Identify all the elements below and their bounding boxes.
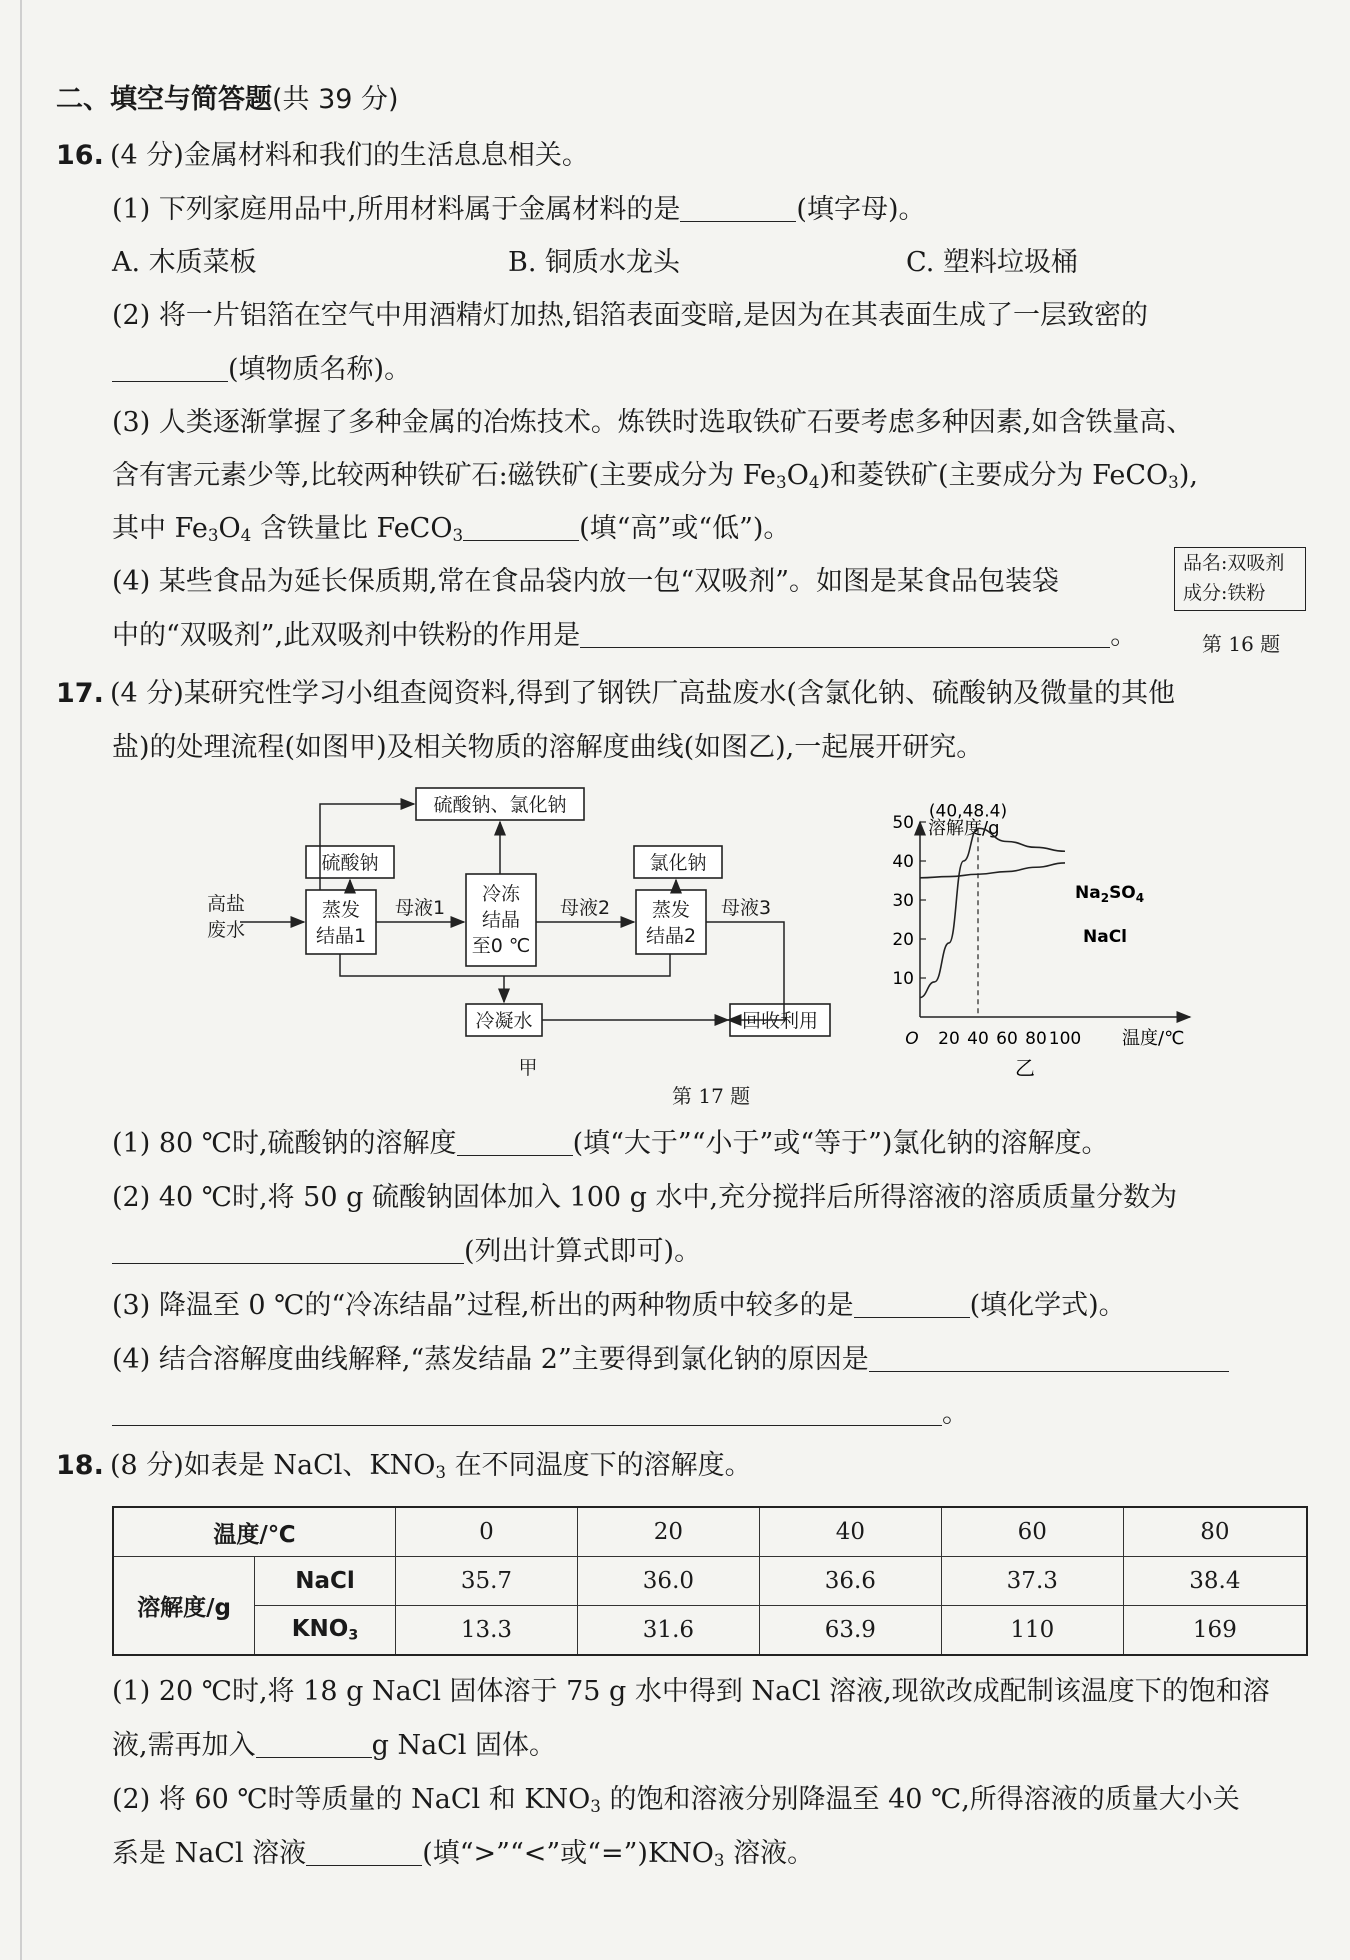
flow-freeze-label: 结晶 [481,909,521,931]
q16-part1 [112,194,926,226]
x-tick-label: O [905,1029,919,1049]
question-17-intro: (4 分)某研究性学习小组查阅资料,得到了钢铁厂高盐废水(含氯化钠、硫酸钠及微量的其他 [110,678,1175,709]
answer-blank[interactable] [680,194,796,222]
flow-evap1-label: 结晶1 [315,925,367,947]
answer-blank[interactable] [112,354,228,382]
q16-part1-tail: (填字母)。 [796,194,926,225]
subscript: 3 [207,525,219,546]
table-row-label: NaCl [255,1557,396,1606]
table-cell: 37.3 [941,1557,1123,1606]
text: (2) 将 60 ℃时等质量的 NaCl 和 KNO [112,1784,591,1815]
flow-recycle-label: 回收利用 [741,1010,819,1032]
table-cell: 63.9 [759,1606,941,1656]
subscript: 3 [776,472,787,493]
q18-part1: (1) 20 ℃时,将 18 g NaCl 固体溶于 75 g 水中得到 NaCl 溶液,现欲改成配制该温度下的饱和溶 [112,1676,1270,1707]
q16-option-c: C. 塑料垃圾桶 [906,247,1078,278]
x-axis-label: 温度/℃ [1122,1028,1185,1049]
section-score: (共 39 分) [272,84,399,115]
table-cell: 20 [577,1507,759,1557]
table-header-row [113,1507,1307,1557]
q18-part1-cont [112,1730,556,1762]
q16-part3-cont [112,460,1198,492]
table-cell: 0 [396,1507,578,1557]
q17-part4 [112,1344,1229,1376]
text: (列出计算式即可)。 [464,1236,702,1267]
series-label-na2so4: $Na_2SO_4$ [1075,883,1145,905]
flow-evap1-label: 蒸发 [321,899,361,921]
y-tick-label: 10 [892,969,914,989]
x-tick-label: 40 [967,1029,989,1049]
section-title: 二、填空与简答题 [56,84,272,115]
y-tick-label: 40 [892,852,914,872]
flow-evap2-label: 蒸发 [651,899,691,921]
text: 。 [1110,620,1138,651]
q17-part2-cont [112,1236,701,1268]
text: (填“>”“<”或“=”)KNO [422,1838,714,1869]
solubility-chart [890,801,1210,1080]
subscript: 3 [452,525,464,546]
table-header-solubility: 溶解度/g [113,1557,255,1656]
q16-part2-tail: (填物质名称)。 [228,354,412,385]
subscript: 3 [348,1627,359,1644]
x-tick-label: 100 [1048,1029,1082,1049]
table-row [113,1606,1307,1656]
text: ), [1178,460,1198,491]
label-line: 品名:双吸剂 [1183,552,1285,574]
text: 其中 Fe [112,513,208,544]
table-cell: 36.6 [759,1557,941,1606]
answer-blank[interactable] [306,1838,422,1866]
text: 含有害元素少等,比较两种铁矿石:磁铁矿(主要成分为 Fe [112,460,777,491]
table-cell: 35.7 [396,1557,578,1606]
peak-annotation: (40,48.4) [928,801,1008,822]
answer-blank[interactable] [112,1398,942,1426]
figure-caption-16: 第 16 题 [1202,632,1281,656]
table-cell: 31.6 [577,1606,759,1656]
text: (8 分)如表是 NaCl、KNO [110,1450,436,1481]
text: 中的“双吸剂”,此双吸剂中铁粉的作用是 [112,620,581,651]
table-cell: 38.4 [1123,1557,1307,1606]
q17-part2: (2) 40 ℃时,将 50 g 硫酸钠固体加入 100 g 水中,充分搅拌后所得溶液的溶质质量分数为 [112,1182,1178,1213]
flow-top-box-label: 硫酸钠、氯化钠 [433,794,567,816]
y-axis-label: 溶解度/g [928,818,1000,839]
question-18-number: 18. [56,1450,104,1481]
subscript: 3 [590,1796,601,1817]
q17-part3 [112,1290,1126,1322]
flow-mother1-label: 母液1 [394,897,446,919]
table-row-label [255,1606,396,1656]
answer-blank[interactable] [112,1236,464,1264]
text: (3) 降温至 0 ℃的“冷冻结晶”过程,析出的两种物质中较多的是 [112,1290,854,1321]
flow-nacl-label: 氯化钠 [649,852,707,874]
question-16-intro: (4 分)金属材料和我们的生活息息相关。 [110,140,589,171]
q16-part2: (2) 将一片铝箔在空气中用酒精灯加热,铝箔表面变暗,是因为在其表面生成了一层致密的 [112,300,1148,331]
text: (填化学式)。 [969,1290,1126,1321]
q18-part2-cont [112,1838,814,1870]
text: 溶液。 [724,1838,815,1869]
flow-evap2-label: 结晶2 [645,925,697,947]
section-header [56,84,399,116]
y-tick-label: 20 [892,930,914,950]
text: O [218,513,241,544]
text: KNO [291,1616,349,1643]
label-line: 成分:铁粉 [1183,582,1266,604]
q16-part4: (4) 某些食品为延长保质期,常在食品袋内放一包“双吸剂”。如图是某食品包装袋 [112,566,1060,597]
q16-part1-text: (1) 下列家庭用品中,所用材料属于金属材料的是 [112,194,681,225]
y-tick-label: 30 [892,891,914,911]
q16-part4-cont [112,620,1137,652]
table-cell: 169 [1123,1606,1307,1656]
page-margin-rule [20,0,22,1960]
flow-mother3-label: 母液3 [720,897,772,919]
text: 系是 NaCl 溶液 [112,1838,307,1869]
solubility-table [112,1506,1308,1656]
series-line-0 [920,828,1065,997]
q17-part1 [112,1128,1108,1160]
table-cell: 110 [941,1606,1123,1656]
table-cell: 13.3 [396,1606,578,1656]
text: 液,需再加入 [112,1730,256,1761]
flow-na2so4-label: 硫酸钠 [321,852,379,874]
flow-condensed-label: 冷凝水 [475,1010,533,1032]
flow-diagram-label: 甲 [518,1057,538,1079]
x-tick-label: 20 [938,1029,960,1049]
subscript: 4 [240,525,252,546]
text: (填“大于”“小于”或“等于”)氯化钠的溶解度。 [572,1128,1109,1159]
chart-label: 乙 [1015,1056,1035,1080]
table-cell: 60 [941,1507,1123,1557]
q16-part3-end [112,513,790,545]
question-17-number: 17. [56,678,104,709]
table-cell: 80 [1123,1507,1307,1557]
text: O [786,460,809,491]
answer-blank[interactable] [463,513,579,541]
text: 的饱和溶液分别降温至 40 ℃,所得溶液的质量大小关 [600,1784,1240,1815]
question-16-number: 16. [56,140,104,171]
answer-blank[interactable] [256,1730,372,1758]
subscript: 3 [1168,472,1179,493]
x-tick-label: 60 [996,1029,1018,1049]
flow-freeze-label: 至0 ℃ [471,935,531,957]
subscript: 3 [435,1462,447,1483]
answer-blank[interactable] [457,1128,573,1156]
flow-diagram [206,778,850,1079]
answer-blank[interactable] [869,1344,1229,1372]
table-row [113,1557,1307,1606]
subscript: 4 [808,472,820,493]
subscript: 3 [713,1850,725,1871]
text: 在不同温度下的溶解度。 [446,1450,752,1481]
text: )和菱铁矿(主要成分为 FeCO [819,460,1169,491]
table-cell: 36.0 [577,1557,759,1606]
desiccant-label-box [1174,547,1306,611]
series-line-1 [920,863,1065,878]
q16-part2-cont [112,354,411,386]
q16-option-a: A. 木质菜板 [112,247,257,278]
text: (1) 80 ℃时,硫酸钠的溶解度 [112,1128,457,1159]
figure-caption-17: 第 17 题 [672,1084,751,1108]
series-label-nacl: NaCl [1083,927,1128,947]
question-17-intro-cont: 盐)的处理流程(如图甲)及相关物质的溶解度曲线(如图乙),一起展开研究。 [112,732,984,763]
q16-part3: (3) 人类逐渐掌握了多种金属的冶炼技术。炼铁时选取铁矿石要考虑多种因素,如含铁量高、 [112,407,1194,438]
q16-option-b: B. 铜质水龙头 [508,247,681,278]
question-18-intro [110,1450,752,1482]
table-header-temp: 温度/℃ [113,1507,396,1557]
flow-input-label: 废水 [206,919,246,941]
q18-part2 [112,1784,1240,1816]
table-cell: 40 [759,1507,941,1557]
x-tick-label: 80 [1025,1029,1047,1049]
answer-blank[interactable] [854,1290,970,1318]
text: (4) 结合溶解度曲线解释,“蒸发结晶 2”主要得到氯化钠的原因是 [112,1344,869,1375]
text: g NaCl 固体。 [371,1730,557,1761]
flow-freeze-label: 冷冻 [481,883,521,905]
flow-input-label: 高盐 [206,893,246,915]
answer-blank[interactable] [580,620,1110,648]
text: (填“高”或“低”)。 [579,513,791,544]
flow-mother2-label: 母液2 [559,897,611,919]
q17-part4-cont [112,1398,969,1430]
text: 。 [942,1398,969,1429]
text: 含铁量比 FeCO [251,513,453,544]
y-tick-label: 50 [892,813,914,833]
